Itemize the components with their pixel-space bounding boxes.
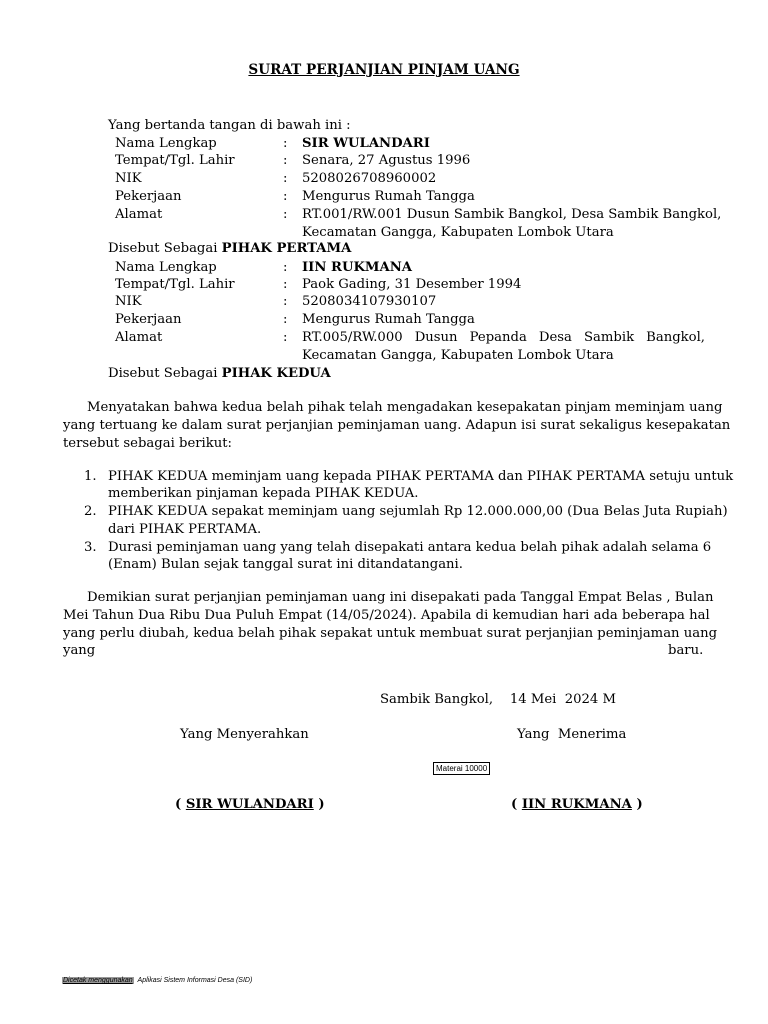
party1-ttl: Senara, 27 Agustus 1996	[302, 153, 471, 168]
party1-nama: SIR WULANDARI	[302, 136, 430, 151]
yang-menyerahkan-label: Yang Menyerahkan	[180, 727, 309, 742]
signature-pihak-kedua	[511, 797, 643, 812]
colon: :	[283, 136, 288, 151]
party1-alamat-line2: Kecamatan Gangga, Kabupaten Lombok Utara	[302, 225, 614, 240]
party2-designation	[108, 366, 331, 381]
colon: :	[283, 330, 288, 345]
item-3-line2: (Enam) Bulan sejak tanggal surat ini ditandatangani.	[108, 557, 463, 572]
party1-role: PIHAK PERTAMA	[221, 241, 352, 256]
item-number: 1.	[84, 469, 97, 484]
label-nama-2: Nama Lengkap	[115, 260, 217, 275]
party1-alamat-line1: RT.001/RW.001 Dusun Sambik Bangkol, Desa Sambik Bangkol,	[302, 207, 722, 222]
place-date: Sambik Bangkol, 14 Mei 2024 M	[380, 692, 616, 707]
item-number: 2.	[84, 504, 97, 519]
label-pekerjaan-1: Pekerjaan	[115, 189, 182, 204]
label-alamat-2: Alamat	[115, 330, 163, 345]
statement-line1: Menyatakan bahwa kedua belah pihak telah mengadakan kesepakatan pinjam meminjam uang	[87, 400, 723, 415]
paren-close: )	[313, 797, 325, 812]
party1-nik: 5208026708960002	[302, 171, 437, 186]
item-2-line1: PIHAK KEDUA sepakat meminjam uang sejumlah Rp 12.000.000,00 (Dua Belas Juta Rupiah)	[108, 504, 728, 519]
closing-line3: yang perlu diubah, kedua belah pihak sepakat untuk membuat surat perjanjian peminjaman uang	[63, 626, 718, 641]
colon: :	[283, 294, 288, 309]
item-1-line2: memberikan pinjaman kepada PIHAK KEDUA.	[108, 486, 419, 501]
colon: :	[283, 312, 288, 327]
colon: :	[283, 153, 288, 168]
signature-name-2: IIN RUKMANA	[521, 797, 632, 812]
closing-line4-left: yang	[63, 643, 96, 658]
item-number: 3.	[84, 540, 97, 555]
materai-stamp: Materai 10000	[433, 762, 490, 775]
label-ttl-1: Tempat/Tgl. Lahir	[115, 153, 235, 168]
paren-open: (	[175, 797, 186, 812]
party1-pekerjaan: Mengurus Rumah Tangga	[302, 189, 475, 204]
paren-open: (	[511, 797, 522, 812]
label-ttl-2: Tempat/Tgl. Lahir	[115, 277, 235, 292]
disebut-text: Disebut Sebagai	[108, 241, 222, 256]
party2-ttl: Paok Gading, 31 Desember 1994	[302, 277, 522, 292]
label-nik-2: NIK	[115, 294, 142, 309]
party2-nama: IIN RUKMANA	[302, 260, 413, 275]
colon: :	[283, 260, 288, 275]
party2-alamat-line1: RT.005/RW.000 Dusun Pepanda Desa Sambik Bangkol,	[302, 330, 705, 345]
label-nik-1: NIK	[115, 171, 142, 186]
colon: :	[283, 189, 288, 204]
disebut-text: Disebut Sebagai	[108, 366, 222, 381]
statement-line3: tersebut sebagai berikut:	[63, 436, 232, 451]
item-3-line1: Durasi peminjaman uang yang telah disepakati antara kedua belah pihak adalah selama 6	[108, 540, 712, 555]
item-2-line2: dari PIHAK PERTAMA.	[108, 522, 262, 537]
party2-alamat-line2: Kecamatan Gangga, Kabupaten Lombok Utara	[302, 348, 614, 363]
yang-menerima-label: Yang Menerima	[517, 727, 627, 742]
closing-line4-right: baru.	[668, 643, 704, 658]
label-pekerjaan-2: Pekerjaan	[115, 312, 182, 327]
colon: :	[283, 207, 288, 222]
party2-nik: 5208034107930107	[302, 294, 437, 309]
print-footer	[62, 977, 252, 984]
signature-pihak-pertama	[175, 797, 325, 812]
statement-line2: yang tertuang ke dalam surat perjanjian peminjaman uang. Adapun isi surat sekaligus kesepakatan	[63, 418, 731, 433]
party1-designation	[108, 241, 351, 256]
label-nama-1: Nama Lengkap	[115, 136, 217, 151]
item-1-line1: PIHAK KEDUA meminjam uang kepada PIHAK PERTAMA dan PIHAK PERTAMA setuju untuk	[108, 469, 734, 484]
closing-line2: Mei Tahun Dua Ribu Dua Puluh Empat (14/05/2024). Apabila di kemudian hari ada beberapa hal	[63, 608, 710, 623]
label-alamat-1: Alamat	[115, 207, 163, 222]
colon: :	[283, 171, 288, 186]
document-title: SURAT PERJANJIAN PINJAM UANG	[248, 62, 520, 78]
footer-printed-with: Dicetak menggunakan	[63, 977, 133, 984]
intro-text: Yang bertanda tangan di bawah ini :	[108, 118, 351, 133]
colon: :	[283, 277, 288, 292]
party2-pekerjaan: Mengurus Rumah Tangga	[302, 312, 475, 327]
party2-role: PIHAK KEDUA	[221, 366, 331, 381]
signature-name-1: SIR WULANDARI	[185, 797, 314, 812]
closing-line1: Demikian surat perjanjian peminjaman uang ini disepakati pada Tanggal Empat Belas , Bulan	[87, 590, 714, 605]
paren-close: )	[631, 797, 643, 812]
footer-app-name: Aplikasi Sistem Informasi Desa (SID)	[137, 977, 253, 984]
